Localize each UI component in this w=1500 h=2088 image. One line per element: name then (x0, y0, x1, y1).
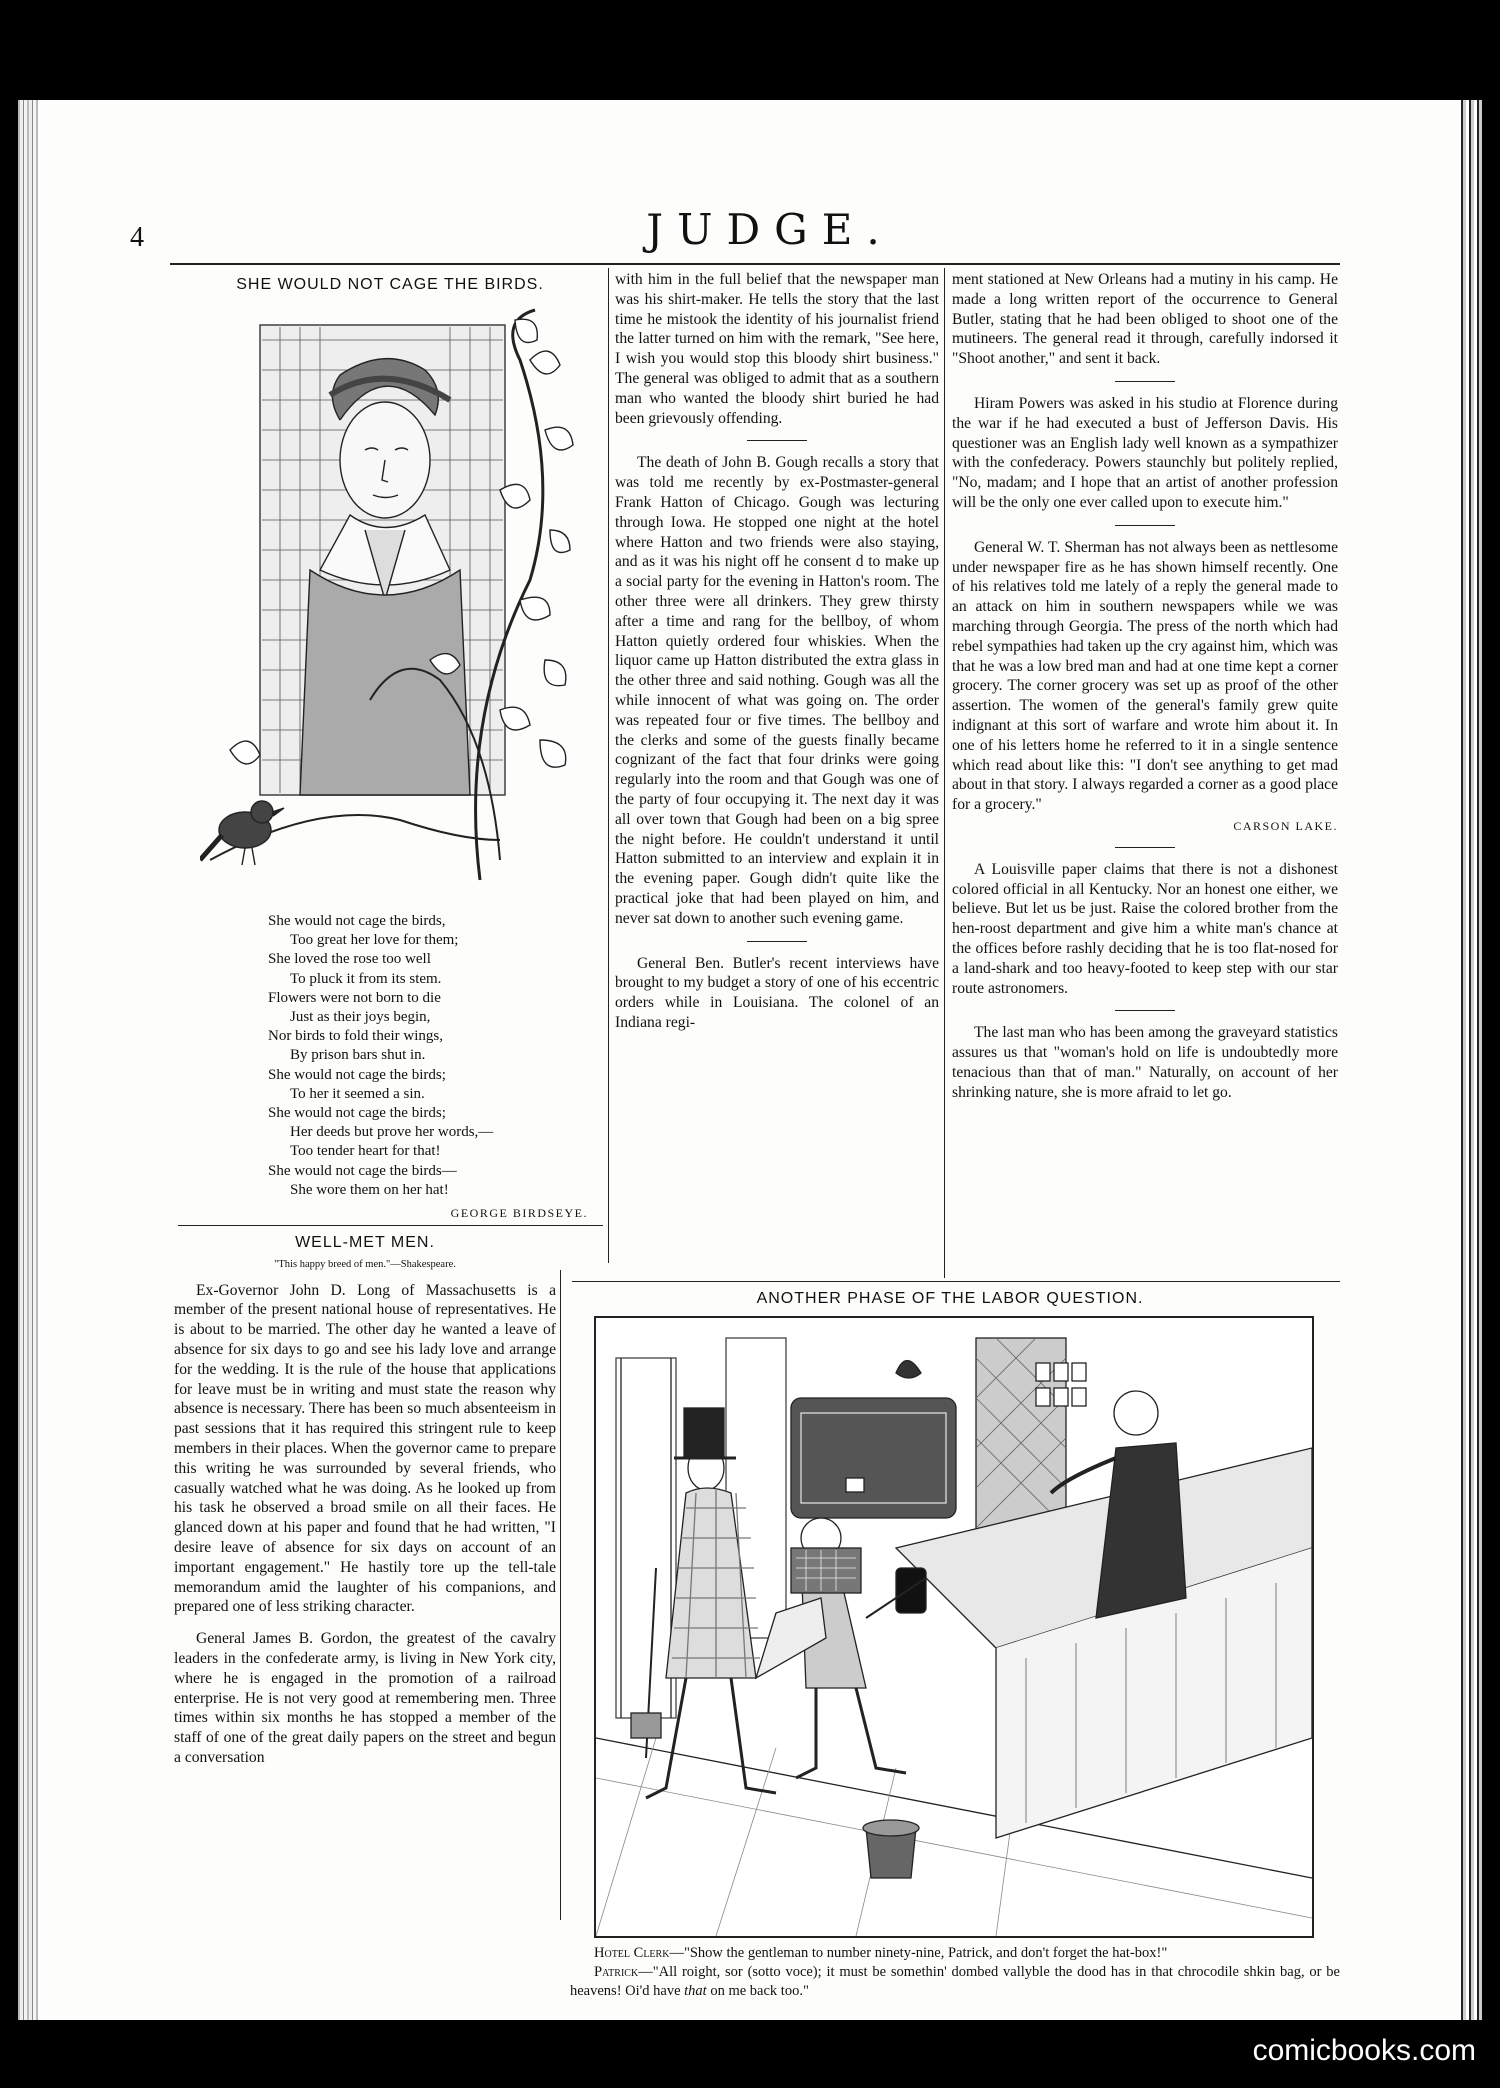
caption-text: —"Show the gentleman to number ninety-nine, Patrick, and don't forget the hat-box!" (669, 1945, 1168, 1961)
poem (268, 912, 588, 1233)
poem-line: Too tender heart for that! (290, 1143, 441, 1160)
poem-lines (268, 912, 588, 1200)
caption-text: on me back too." (706, 1983, 809, 1999)
poem-signature: GEORGE BIRDSEYE. (450, 1206, 588, 1221)
paragraph: General W. T. Sherman has not always been as nettlesome under newspaper fire as he has shown himself recently. One of his relatives told me lately of a reply the general made to an attack on him in southern newspapers while we was marching through Georgia. The press of the north which had rebel sympathies had taken up the cry against him, which was that he was a low bred man and had at one time kept a corner grocery. The corner grocery was set up as proof of the other assertion. The women of the general's family grew quite indignant at this sort of warfare and wrote him about it. In one of his letters home he referred to it in a single sentence which read about like this: "I don't see anything to get mad about in that story. I always regarded a corner as a good place for a grocery." (952, 538, 1338, 814)
speaker-hotel-clerk: Hotel Clerk (594, 1945, 670, 1961)
scan-left-margin (18, 100, 38, 2020)
paragraph: with him in the full belief that the newspaper man was his shirt-maker. He tells the story that the last time he mistook the identity of his journalist friend the latter turned on him with the remark, "See here, I wish you would stop this bloody shirt business." The general was obliged to admit that as a southern man who wanted the bloody shirt buried he had been grievously offending. (615, 271, 939, 427)
poem-line: She would not cage the birds; (268, 1105, 446, 1122)
page-number: 4 (130, 222, 144, 253)
caption-line (570, 1944, 1340, 1963)
column-divider (560, 1270, 561, 1920)
well-met-epigraph: "This happy breed of men."—Shakespeare. (274, 1258, 456, 1270)
paragraph: General James B. Gordon, the greatest of the cavalry leaders in the confederate army, is living in New York city, where he is engaged in the promotion of a railroad enterprise. He is not very good at remembering men. Three times within six months he has stopped a member of the staff of one of the great daily papers on the street and begun a conversation (174, 1630, 556, 1766)
poem-line: She would not cage the birds— (268, 1162, 457, 1179)
poem-line: Her deeds but prove her words,— (290, 1124, 494, 1141)
masthead: JUDGE. (646, 205, 894, 254)
column-divider (944, 268, 945, 1278)
paragraph: ment stationed at New Orleans had a mutiny in his camp. He made a long written report of the occurrence to General Butler, stating that he had been obliged to shoot one of the mutineers. The general read it through, carefully indorsed it "Shoot another," and sent it back. (952, 271, 1338, 368)
column-three (952, 270, 1338, 1114)
woman-vine-illustration (200, 300, 600, 900)
separator (1115, 847, 1175, 848)
section-rule (178, 1225, 603, 1226)
poem-line: She wore them on her hat! (290, 1181, 449, 1198)
paragraph: The death of John B. Gough recalls a story that was told me recently by ex-Postmaster-general Frank Hatton of Chicago. Gough was lecturing through Iowa. He stopped one night at the hotel where Hatton and two friends were also staying, and as it was his night off he consent d to make up a social party for the evening in Hatton's room. The other three were all drinkers. They grew thirsty after a time and rang for the bellboy, of whom Hatton quietly ordered four whiskies. When the liquor came up Hatton distributed the extra glass in the other three and said nothing. Gough was all the while innocent of what was going on. The order was repeated four or five times. The bellboy and the clerks and some of the guests finally became cognizant of the fact that four drinks were going regularly into the room and that Gough was one of the party of four occupying it. The next day it was all over town that Gough had been on a big spree the night before. He couldn't understand it until Hatton submitted to an interview and explain it in the evening paper. Gough didn't quite like the practical joke that had been played on him, and never sat down to another such evening game. (615, 454, 939, 927)
paragraph: A Louisville paper claims that there is not a dishonest colored official in all Kentucky. Nor an honest one either, we believe. But let us be just. Raise the colored brother from the hen-roost department and give him a white man's chance at the offices before rashly deciding that he is too flat-nosed for a land-shark and too heavy-footed to keep step with our star route astronomers. (952, 860, 1338, 997)
poem-line: She would not cage the birds; (268, 1066, 446, 1083)
poem-line: She would not cage the birds, (268, 913, 446, 929)
paragraph: The last man who has been among the graveyard statistics assures us that "woman's hold on life is undoubtedly more tenacious than that of man." Naturally, on account of her shrinking nature, she is more afraid to let go. (952, 1024, 1338, 1101)
cartoon-illustration (594, 1316, 1314, 1938)
cartoon-caption (570, 1944, 1340, 2001)
poem-line: Just as their joys begin, (290, 1009, 431, 1026)
speaker-patrick: Patrick (594, 1964, 639, 1980)
column-two (615, 270, 939, 1045)
column-divider (608, 268, 609, 1263)
poem-line: She loved the rose too well (268, 951, 431, 968)
separator (1115, 525, 1175, 526)
poem-line: Too great her love for them; (290, 932, 459, 949)
poem-line: Nor birds to fold their wings, (268, 1028, 443, 1045)
separator (747, 941, 807, 942)
carson-lake-signature: CARSON LAKE. (1233, 818, 1338, 833)
bird-section-title: SHE WOULD NOT CAGE THE BIRDS. (236, 276, 544, 293)
cartoon-title: ANOTHER PHASE OF THE LABOR QUESTION. (756, 1290, 1144, 1307)
poem-line: To her it seemed a sin. (290, 1085, 425, 1102)
hotel-lobby-drawing (596, 1318, 1312, 1936)
separator (1115, 1010, 1175, 1011)
poem-line: By prison bars shut in. (290, 1047, 426, 1064)
column-well-met (174, 1233, 556, 1780)
watermark: comicbooks.com (1252, 2034, 1476, 2067)
paragraph: General Ben. Butler's recent interviews have brought to my budget a story of one of his eccentric orders while in Louisiana. The colonel of an Indiana regi- (615, 954, 939, 1031)
paragraph: Ex-Governor John D. Long of Massachusetts is a member of the present national house of representatives. He is about to be married. The other day he wanted a leave of absence for six days to go and see his lady love and arrange for the wedding. It is the rule of the house that applications for leave must be in writing and must state the reason why absence is necessary. There has been so much absenteeism in past sessions that it has required this stringent rule to keep members in their places. When the governor came to prepare this writing he was surrounded by several friends, who casually watched what he was doing. As he looked up from his task he observed a broad smile on all their faces. He glanced down at his paper and found that he had written, "I desire leave of absence for six days on account of an important engagement." He hastily tore up the tell-tale memorandum amid the laughter of his companions, and prepared one of less striking character. (174, 1281, 556, 1616)
poem-line: Flowers were not born to die (268, 989, 441, 1006)
poem-line: To pluck it from its stem. (290, 970, 442, 987)
caption-line (570, 1963, 1340, 2001)
section-rule (572, 1281, 1340, 1282)
paragraph: Hiram Powers was asked in his studio at Florence during the war if he had executed a bust of Jefferson Davis. His questioner was an English lady well known as a sympathizer with the confederacy. Powers staunchly but politely replied, "No, madam; and I hope that an artist of another profession will be the only one ever called upon to execute him." (952, 394, 1338, 511)
separator (747, 440, 807, 441)
well-met-title: WELL-MET MEN. (295, 1234, 435, 1251)
header-rule (170, 263, 1340, 265)
caption-text: —"All roight, sor (sotto voce); it must be somethin' dombed vallyble the dood has in that chrocodile shkin bag, or be heavens! Oi'd have (570, 1964, 1340, 1999)
scan-right-edge (1458, 100, 1482, 2020)
separator (1115, 381, 1175, 382)
caption-emphasis: that (684, 1983, 707, 1999)
